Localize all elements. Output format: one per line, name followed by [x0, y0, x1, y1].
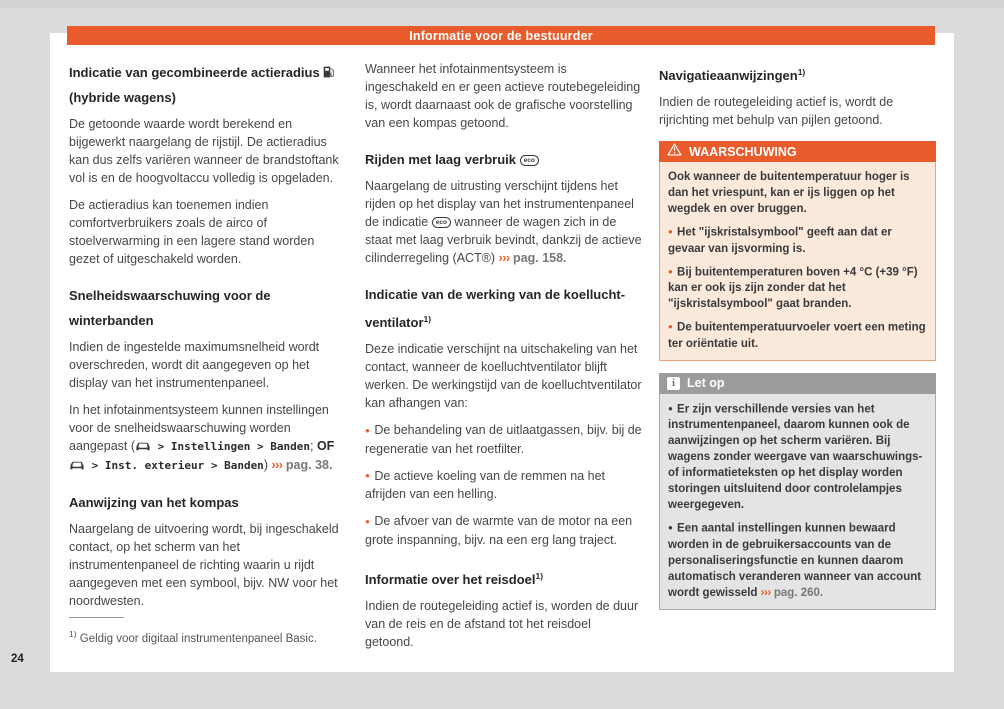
warning-box [659, 141, 936, 361]
text-run: Bij buitentemperaturen boven +4 °C (+39 °F) kan er ook ijs zijn zonder dat het "ijskristalsymbool" gaat branden. [668, 266, 918, 310]
footnote-text [69, 627, 359, 647]
text-run: (hybride wagens) [69, 90, 176, 105]
text-run: ) [263, 458, 272, 472]
text-run: Er zijn verschillende versies van het instrumentenpaneel, daarom kunnen ook de aanwijzingen op het scherm variëren. Bij wagens zonder weergave van waarschuwings- of informatieteksten op het display worden storingen uitsluitend door controlelampjes weergegeven. [668, 403, 923, 511]
heading-compass: Aanwijzing van het kompas [69, 495, 239, 510]
bullet-dot: ● [668, 322, 673, 331]
warning-triangle-icon [667, 143, 682, 161]
heading-winter-tyre-speed-warning: Snelheidswaarschuwing voor de winterbanden [69, 288, 271, 328]
list-item-exhaust-treatment [365, 421, 642, 458]
column-right [659, 60, 936, 610]
footnote-marker-sup: 1) [535, 570, 544, 581]
text-run: wanneer de wagen zich in de staat met laag verbruik bevindt, dankzij de actieve cilinderregeling (ACT®) [365, 215, 642, 265]
list-item-brake-cooling [365, 467, 642, 504]
paragraph-cooling-fan: Deze indicatie verschijnt na uitschakeling van het contact, wanneer de koelluchtventilator blijft werken. De werkingstijd van de koelluchtventilator kan afhangen van: [365, 342, 642, 410]
warning-bullet-ice-symbol [668, 224, 927, 257]
bullet-dot: ● [668, 227, 673, 236]
column-left [69, 60, 346, 619]
paragraph-speed-exceeded: Indien de ingestelde maximumsnelheid wordt overschreden, wordt dit aangegeven op het display van het instrumentenpaneel. [69, 340, 320, 390]
note-box-body [659, 394, 936, 610]
text-run: Rijden met laag verbruik [365, 152, 520, 167]
text-run: Naargelang de uitrusting verschijnt tijdens het rijden op het display van het instrumentenpaneel de indicatie [365, 179, 634, 229]
text-run: Indicatie van de werking van de koellucht- [365, 287, 626, 302]
eco-indicator-icon: eco [432, 217, 451, 228]
paragraph-navigation-arrows: Indien de routegeleiding actief is, wordt de rijrichting met behulp van pijlen getoond. [659, 95, 894, 127]
text-run: Een aantal instellingen kunnen bewaard worden in de gebruikersaccounts van de personaliseringsfunctie en kunnen daarom automatisch veranderen wanneer van account wordt gewisseld [668, 522, 922, 599]
bold-text: OF [316, 439, 335, 453]
note-bullet-personalisation [668, 520, 927, 601]
bullet-dot: ● [365, 516, 370, 526]
bullet-dot: ● [668, 266, 673, 276]
car-settings-icon [69, 458, 85, 472]
eco-indicator-icon: eco [520, 155, 539, 166]
see-reference-arrows[interactable]: ››› [498, 251, 510, 265]
text-run: De buitentemperatuurvoeler voert een meting ter oriëntatie uit. [668, 321, 926, 350]
text-run: ventilator [365, 315, 424, 330]
paragraph-compass-graphic: Wanneer het infotainmentsysteem is ingeschakeld en er geen actieve routebegeleiding is, wordt daarnaast ook de grafische voorstelling van een kompas getoond. [365, 62, 641, 130]
text-run: De actieve koeling van de remmen na het afrijden van een helling. [365, 468, 606, 501]
see-reference-arrows[interactable]: ››› [271, 458, 283, 472]
menu-path-text: > Instellingen > Banden [151, 440, 310, 453]
page-reference-link[interactable]: pag. 158. [509, 251, 567, 265]
chapter-header-title: Informatie voor de bestuurder [409, 28, 593, 43]
heading-navigation-instructions [659, 60, 936, 88]
heading-low-consumption [365, 147, 642, 172]
text-run: De afvoer van de warmte van de motor na een grote inspanning, bijv. na een erg lang traject. [365, 514, 633, 547]
text-run: Geldig voor digitaal instrumentenpaneel Basic. [76, 633, 317, 645]
paragraph-range-value: De getoonde waarde wordt berekend en bijgewerkt naargelang de rijstijl. De actieradius kan dus zelfs variëren wanneer de brandstoftank vol is en de hoogvoltaccu volledig is opgeladen. [69, 117, 339, 185]
viewport-top-strip [0, 0, 1004, 8]
footnote-marker-sup: 1) [797, 67, 806, 77]
note-box-header [659, 373, 936, 394]
paragraph-compass: Naargelang de uitvoering wordt, bij ingeschakeld contact, op het scherm van het instrumentenpaneel de richting waarin u rijdt aangegeven met een symbool, bijv. NW voor het noordwesten. [69, 522, 339, 608]
paragraph-eco-indication [365, 177, 642, 267]
note-box-title: Let op [687, 376, 725, 390]
heading-cooling-fan [365, 282, 642, 335]
page-reference-link[interactable]: pag. 38. [282, 458, 333, 472]
list-item-engine-heat [365, 512, 642, 549]
text-run: Het "ijskristalsymbool" geeft aan dat er gevaar van ijsvorming is. [668, 226, 892, 255]
bullet-dot: ● [668, 403, 673, 413]
see-reference-arrows[interactable]: ››› [760, 586, 771, 599]
heading-destination-info [365, 564, 642, 592]
text-run: De behandeling van de uitlaatgassen, bijv. bij de regeneratie van het roetfilter. [365, 423, 642, 456]
text-run: Navigatieaanwijzingen [659, 68, 798, 83]
text-run: Indicatie van gecombineerde actieradius [69, 65, 324, 80]
warning-lead: Ook wanneer de buitentemperatuur hoger is dan het vriespunt, kan er ijs liggen op het wegdek en over bruggen. [668, 171, 910, 215]
paragraph-range-increase: De actieradius kan toenemen indien comfortverbruikers zoals de airco of stoelverwarming in een lagere stand worden gezet of uitgeschakeld worden. [69, 198, 315, 266]
text-run: Informatie over het reisdoel [365, 571, 536, 587]
footnote-divider [69, 617, 124, 618]
bullet-dot: ● [668, 523, 673, 532]
bullet-dot: ● [365, 471, 370, 480]
text-run: In het infotainmentsysteem kunnen instellingen voor de snelheidswaarschuwing worden aangepast ( [69, 403, 329, 453]
warning-box-body [659, 162, 936, 361]
note-box [659, 373, 936, 610]
warning-box-title: WAARSCHUWING [689, 144, 797, 159]
warning-bullet-sensor [668, 319, 927, 352]
warning-bullet-temperature [668, 264, 927, 313]
footnote-marker-sup: 1) [423, 314, 432, 324]
footnote-marker-sup: 1) [69, 629, 77, 639]
car-settings-icon [135, 439, 151, 453]
column-middle [365, 60, 642, 660]
paragraph-destination-info: Indien de routegeleiding actief is, worden de duur van de reis en de afstand tot het reisdoel getoond. [365, 598, 639, 649]
menu-path-text: > Inst. exterieur > Banden [85, 459, 264, 472]
bullet-dot: ● [365, 425, 370, 435]
info-icon: i [667, 377, 680, 390]
chapter-header-bar [67, 26, 935, 45]
warning-box-header [659, 141, 936, 162]
footnote-area [69, 617, 359, 647]
page-number: 24 [11, 653, 24, 665]
note-bullet-panel-versions [668, 401, 927, 514]
paragraph-infotainment-settings [69, 401, 346, 475]
fuel-pump-icon [323, 65, 334, 80]
heading-combined-range [69, 60, 346, 110]
text-run: ; [309, 439, 317, 453]
page-reference-link[interactable]: pag. 260. [770, 586, 824, 599]
